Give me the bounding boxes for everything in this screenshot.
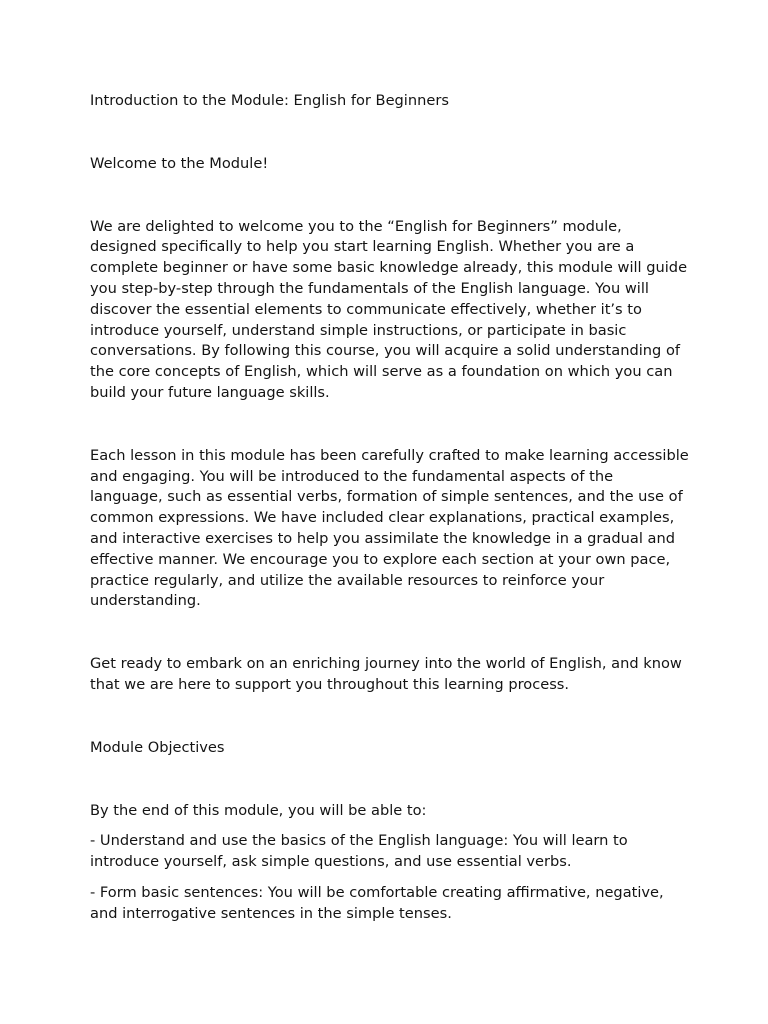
objective-item: - Understand and use the basics of the English language: You will learn to introduce yourself, ask simple questions, and use essential verbs.	[90, 832, 628, 871]
document-page	[90, 91, 690, 935]
objectives-heading: Module Objectives	[90, 738, 225, 756]
intro-paragraph-2: Each lesson in this module has been carefully crafted to make learning accessible and engaging. You will be introduced to the fundamental aspects of the language, such as essential verbs, formation of simple sentences, and the use of common expressions. We have included clear explanations, practical examples, and interactive exercises to help you assimilate the knowledge in a gradual and effective manner. We encourage you to explore each section at your own pace, practice regularly, and utilize the available resources to reinforce your understanding.	[90, 446, 689, 610]
objectives-intro: By the end of this module, you will be able to:	[90, 801, 427, 819]
intro-paragraph-3: Get ready to embark on an enriching journey into the world of English, and know that we are here to support you throughout this learning process.	[90, 655, 682, 693]
intro-paragraph-1: We are delighted to welcome you to the “English for Beginners” module, designed specifically to help you start learning English. Whether you are a complete beginner or have some basic knowledge already, this module will guide you step-by-step through the fundamentals of the English language. You will discover the essential elements to communicate effectively, whether it’s to introduce yourself, understand simple instructions, or participate in basic conversations. By following this course, you will acquire a solid understanding of the core concepts of English, which will serve as a foundation on which you can build your future language skills.	[90, 217, 688, 401]
document-title: Introduction to the Module: English for Beginners	[90, 92, 449, 109]
objective-item: - Form basic sentences: You will be comfortable creating affirmative, negative, and interrogative sentences in the simple tenses.	[90, 883, 664, 922]
welcome-heading: Welcome to the Module!	[90, 154, 269, 172]
